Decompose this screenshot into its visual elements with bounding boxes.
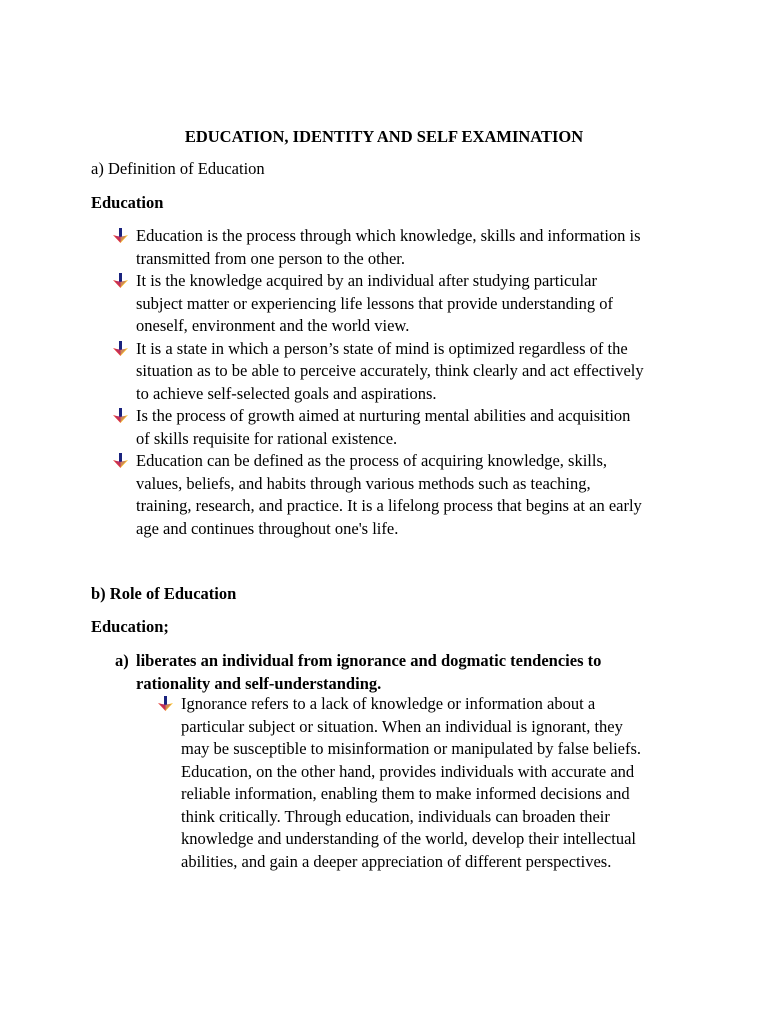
definition-bullet — [113, 270, 713, 338]
bullet-line: think critically. Through education, individuals can broaden their — [181, 806, 610, 826]
bullet-line: abilities, and gain a deeper appreciation of different perspectives. — [181, 851, 612, 871]
definition-bullet-line: values, beliefs, and habits through various methods such as teaching, — [136, 473, 591, 493]
role-item-line: liberates an individual from ignorance and dogmatic tendencies to — [136, 651, 602, 670]
bullet-line: particular subject or situation. When an individual is ignorant, they — [181, 716, 623, 736]
definition-bullet — [113, 405, 713, 450]
definition-bullet-line: It is a state in which a person’s state of mind is optimized regardless of the — [136, 338, 628, 358]
arrow-bullet-icon — [113, 273, 128, 288]
section-a-subheading: Education — [91, 193, 164, 212]
arrow-bullet-icon — [158, 696, 173, 711]
arrow-bullet-icon — [113, 453, 128, 468]
bullet-line: knowledge and understanding of the world, develop their intellectual — [181, 829, 636, 848]
definition-bullet-line: training, research, and practice. It is a lifelong process that begins at an early — [136, 496, 642, 515]
definition-bullet — [113, 225, 713, 270]
arrow-bullet-icon — [113, 228, 128, 243]
definition-bullet-line: situation as to be able to perceive accurately, think clearly and act effectively — [136, 361, 644, 380]
bullet-line: Ignorance refers to a lack of knowledge or information about a — [181, 694, 596, 713]
section-a-heading: a) Definition of Education — [91, 159, 265, 178]
definition-bullet-line: transmitted from one person to the other. — [136, 248, 405, 268]
definition-bullet-line: oneself, environment and the world view. — [136, 316, 410, 335]
role-item-a-bullet-list — [158, 693, 718, 873]
bullet-line: Education, on the other hand, provides individuals with accurate and — [181, 761, 635, 781]
definition-bullet — [113, 338, 713, 406]
section-b-heading: b) Role of Education — [91, 584, 237, 603]
bullet-line: reliable information, enabling them to make informed decisions and — [181, 784, 630, 803]
role-item-a-bullet — [158, 693, 718, 873]
arrow-bullet-icon — [113, 341, 128, 356]
definition-bullet-line: Education can be defined as the process of acquiring knowledge, skills, — [136, 451, 608, 470]
role-item-a — [115, 649, 655, 695]
role-item-line: rationality and self-understanding. — [136, 674, 382, 693]
definition-bullet-line: It is the knowledge acquired by an individual after studying particular — [136, 271, 597, 290]
role-item-marker: a) — [115, 651, 129, 670]
bullet-line: may be susceptible to misinformation or manipulated by false beliefs. — [181, 739, 642, 758]
definition-bullet-line: Education is the process through which knowledge, skills and information is — [136, 226, 641, 245]
definition-bullet-line: age and continues throughout one's life. — [136, 518, 399, 538]
definition-bullet-line: subject matter or experiencing life lessons that provide understanding of — [136, 293, 613, 313]
document-title: EDUCATION, IDENTITY AND SELF EXAMINATION — [184, 127, 584, 146]
definition-bullet-list — [113, 225, 713, 540]
section-b-subheading: Education; — [91, 617, 169, 636]
definition-bullet-line: Is the process of growth aimed at nurturing mental abilities and acquisition — [136, 406, 631, 425]
definition-bullet-line: of skills requisite for rational existence. — [136, 428, 398, 448]
definition-bullet-line: to achieve self-selected goals and aspirations. — [136, 383, 437, 403]
arrow-bullet-icon — [113, 408, 128, 423]
definition-bullet — [113, 450, 713, 540]
